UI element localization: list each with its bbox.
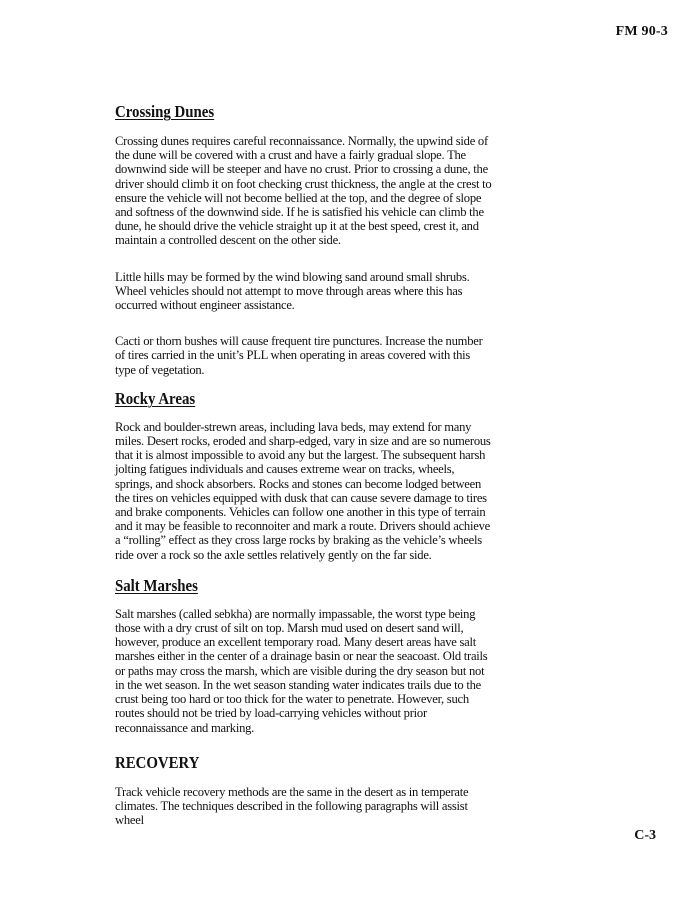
- paragraph-recovery-1: Track vehicle recovery methods are the same in the desert as in temperate climates. The techniques described in the following paragraphs will assist wheel: [115, 784, 469, 828]
- page-number: C-3: [634, 828, 656, 843]
- paragraph-salt-marshes-1: Salt marshes (called sebkha) are normally impassable, the worst type being those with a dry crust of silt on top. Marsh mud used on desert sand will, however, produce an excellent temporary road. Many desert areas have salt marshes either in the center of a drainage basin or near the seacoast. Old trails or paths may cross the marsh, which are visible during the dry season but not in the wet season. In the wet season standing water indicates trails due to the crust being too hard or too thick for the water to penetrate. However, such routes should not be tried by load-carrying vehicles without prior reconnaissance and marking.: [115, 606, 488, 735]
- document-body: [115, 102, 493, 844]
- section-heading-salt-marshes: Salt Marshes: [115, 575, 198, 595]
- paragraph-crossing-dunes-1: Crossing dunes requires careful reconnaissance. Normally, the upwind side of the dune will be covered with a crust and have a fairly gradual slope. The downwind side will be steeper and have no crust. Prior to crossing a dune, the driver should climb it on foot checking crust thickness, the angle at the crest to ensure the vehicle will not become bellied at the top, and the degree of slope and softness of the downwind side. If he is satisfied his vehicle can climb the dune, he should drive the vehicle straight up it at the best speed, crest it, and maintain a controlled descent on the other side.: [115, 134, 492, 248]
- paragraph-rocky-areas-1: Rock and boulder-strewn areas, including lava beds, may extend for many miles. Desert rocks, eroded and sharp-edged, vary in size and are so numerous that it is almost impossible to avoid any but the largest. The subsequent harsh jolting fatigues individuals and causes extreme wear on tracks, wheels, springs, and shock absorbers. Rocks and stones can become lodged between the tires on vehicles equipped with dusk that can cause severe damage to tires and brake components. Vehicles can follow one another in this type of terrain and it may be feasible to reconnoiter and mark a route. Drivers should achieve a “rolling” effect as they cross large rocks by braking as the vehicle’s wheels ride over a rock so the axle settles relatively gently on the far side.: [115, 419, 491, 562]
- section-heading-rocky-areas: Rocky Areas: [115, 388, 196, 408]
- paragraph-crossing-dunes-3: Cacti or thorn bushes will cause frequent tire punctures. Increase the number of tires carried in the unit’s PLL when operating in areas covered with this type of vegetation.: [115, 334, 483, 377]
- paragraph-crossing-dunes-2: Little hills may be formed by the wind blowing sand around small shrubs. Wheel vehicles should not attempt to move through areas where this has occurred without engineer assistance.: [115, 269, 470, 313]
- section-heading-recovery: RECOVERY: [115, 752, 200, 772]
- manual-id: FM 90-3: [615, 24, 668, 39]
- section-heading-crossing-dunes: Crossing Dunes: [115, 102, 215, 121]
